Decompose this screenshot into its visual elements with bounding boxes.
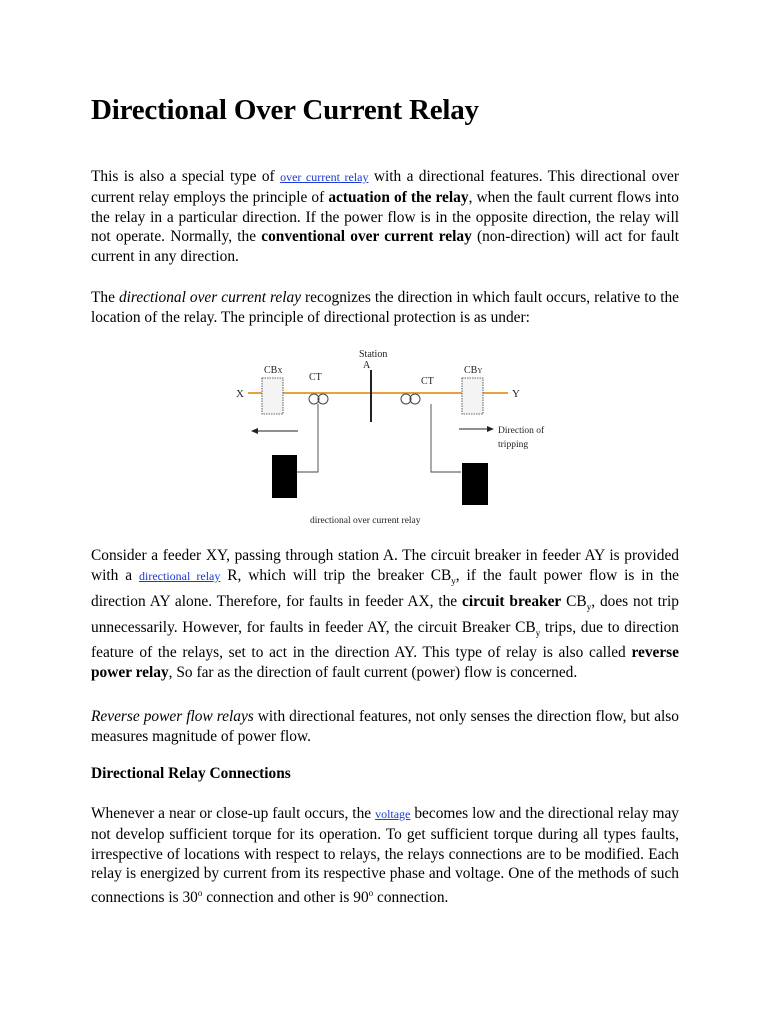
text: , when the fault current flows into the relay in a particular direction. If the power flow is in the opposite direction, the relay will not operate. Normally, the [91, 188, 679, 246]
article-header [91, 92, 679, 128]
subscript: y [451, 575, 456, 586]
section-heading: Directional Relay Connections [91, 765, 291, 782]
text: This is also a special type of [91, 168, 281, 185]
relay-left [272, 455, 297, 498]
text: becomes low and the directional relay may not develop sufficient torque for its operation. To get sufficient torque during all types faults, irrespective of locations with respect to relays, the relays connections are to be modified. Each relay is energized by current from its respective phase and voltage. One of the methods of such connections is 30 [91, 805, 679, 907]
x-label: X [236, 388, 244, 400]
relay-right-wiring [431, 404, 461, 472]
italic-text: directional over current relay [118, 289, 302, 306]
over-current-relay-link[interactable]: over current relay [280, 170, 369, 184]
italic-text: Reverse power flow relays [91, 708, 254, 725]
cby-label: CBY [464, 365, 483, 376]
bold-text: actuation of the relay [328, 188, 469, 206]
text: Consider a feeder XY, passing through station A. The circuit breaker in feeder AY is provided with a [91, 547, 679, 584]
bold-text: conventional over current relay [261, 228, 472, 246]
text: recognizes the direction in which fault occurs, relative to the location of the relay. The principle of directional protection is as under: [91, 289, 680, 326]
diagram-caption: directional over current relay [310, 516, 421, 526]
text: , if the fault power flow is in the direction AY alone. Therefore, for faults in feeder AX, the [91, 566, 679, 610]
relay-left-wiring [296, 404, 318, 472]
text: The [91, 289, 119, 306]
text: connection. [373, 889, 449, 907]
station-label: Station [359, 349, 388, 360]
feeder-paragraph [91, 546, 679, 683]
ct-left-label: CT [309, 372, 322, 383]
relay-right [462, 463, 488, 505]
text: , does not trip unnecessarily. However, for faults in feeder AY, the circuit Breaker CB [91, 592, 679, 636]
y-label: Y [512, 388, 520, 400]
station-a-label: A [363, 360, 371, 371]
page-title: Directional Over Current Relay [91, 94, 479, 126]
text: R, which will trip the breaker CB [220, 566, 452, 584]
text: trips, due to direction feature of the relays, set to act in the direction AY. This type of relay is also called [91, 618, 679, 662]
superscript: o [197, 888, 203, 899]
bold-text: circuit breaker [462, 592, 562, 610]
ct-right-label: CT [421, 376, 434, 387]
text: CB [561, 592, 587, 610]
direction-label: Direction of [498, 426, 545, 436]
principle-paragraph [91, 288, 679, 328]
text: (non-direction) will act for fault current in any direction. [91, 228, 679, 266]
tripping-label: tripping [498, 440, 529, 450]
connections-paragraph [91, 804, 679, 908]
bold-text: reverse power relay [91, 644, 679, 682]
intro-paragraph [91, 167, 679, 267]
directional-relay-link[interactable]: directional relay [139, 568, 221, 583]
subscript: y [586, 601, 592, 612]
circuit-breaker-y [462, 378, 483, 414]
cbx-label: CBX [264, 365, 283, 376]
text: connection and other is 90 [202, 889, 369, 907]
directional-relay-diagram [226, 340, 546, 535]
voltage-link[interactable]: voltage [375, 807, 411, 821]
subscript: y [535, 627, 541, 638]
circuit-breaker-x [262, 378, 283, 414]
text: with a directional features. This directional over current relay employs the principle of [91, 168, 679, 206]
superscript: o [368, 888, 374, 899]
left-arrow-head [251, 428, 258, 434]
right-arrow-head [487, 426, 494, 432]
text: with directional features, not only senses the direction flow, but also measures magnitude of power flow. [91, 708, 679, 745]
reverse-power-paragraph [91, 707, 679, 747]
text: Whenever a near or close-up fault occurs, the [91, 805, 376, 822]
text: , So far as the direction of fault current (power) flow is concerned. [168, 664, 578, 682]
